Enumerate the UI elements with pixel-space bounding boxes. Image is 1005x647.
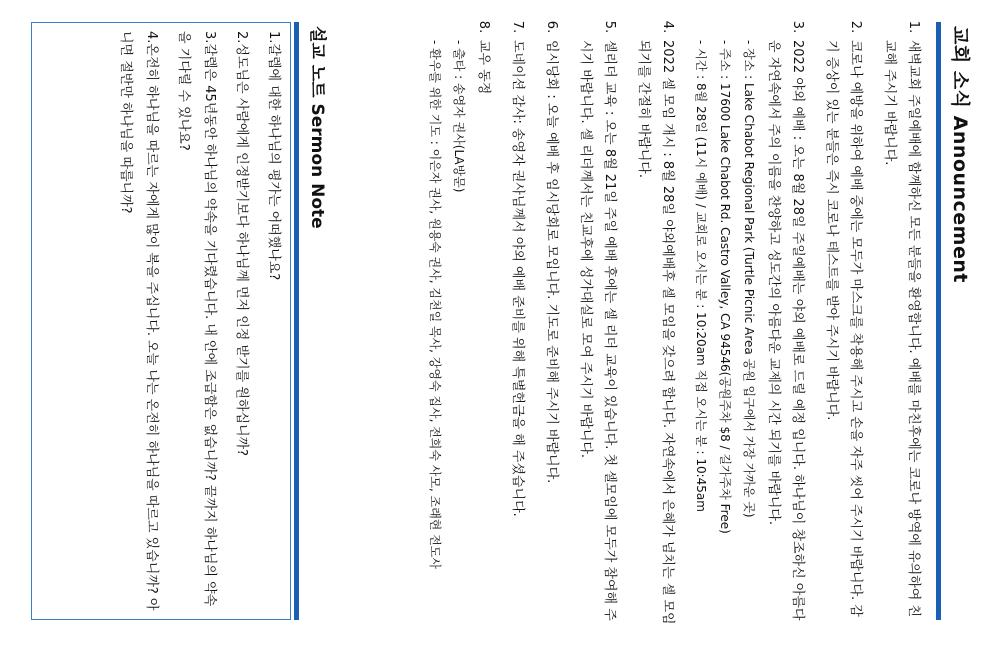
item-detail: - 시간 : 8월 28일 (11시 예배) / 교회로 오시는 분 : 10:20am 직접 오시는 분 : 10:45am — [694, 40, 708, 512]
item-number: 8. — [476, 20, 491, 34]
announcement-item — [573, 14, 621, 626]
item-detail: - 환우를 위한 기도 : 이은자 권사, 원용숙 권사, 김천일 목사, 강영숙 집사, 전희숙 사모, 조래현 전도사 — [428, 40, 442, 569]
item-text: 교우 동정 — [476, 40, 491, 95]
sermon-question: 3.갈렙은 45년동안 하나님의 약속을 기다렸습니다. 내 안에 조급함은 없습니까? 끝까지 하나님의 약속을 기다릴 수 있나요? — [176, 31, 217, 607]
announcement-item — [539, 14, 563, 626]
item-number: 4. — [660, 20, 675, 34]
item-detail: - 출타 : 송영자 권사(LA방문) — [452, 40, 466, 193]
item-text: 셀리더 교육 : 오는 8월 21일 주일 예배 후에는 셀 리더 교육이 있습니다. 첫 셀모임에 모두가 참여해 주시기 바랍니다. 셀 리더께서는 친교후에 성가대실로 모여 주시기 바랍니다. — [578, 40, 617, 621]
announcement-item — [631, 14, 679, 626]
announcement-header — [936, 22, 973, 622]
item-number: 2. — [848, 20, 863, 34]
announcement-item — [819, 14, 867, 626]
item-number: 7. — [510, 20, 525, 34]
announcement-list — [413, 14, 925, 626]
item-detail: - 주소 : 17600 Lake Chabot Rd. Castro Valley, CA 94546(공원주차 $8 / 길가주차 Free) — [718, 40, 732, 534]
title-divider — [294, 22, 299, 620]
item-text: 2022 야외 예배 : 오는 8월 28일 주일예배는 야외 예배로 드릴 예정 입니다. 하나님이 창조하신 아름다운 자연속에서 주의 이름을 찬양하고 성도간의 아름다운 교제의 시간 되기를 바랍니다. — [766, 40, 805, 621]
item-text: 임시당회 : 오늘 예배 후 임시당회로 모입니다. 기도로 준비해 주시기 바랍니다. — [544, 40, 559, 484]
item-number: 6. — [544, 20, 559, 34]
item-number: 5. — [602, 20, 617, 34]
item-text: 2022 셀 모임 개시 : 8월 28일 야외예배후 셀 모임을 갖으려 합니다. 자연속에서 은혜가 넘치는 셀 모임 되기를 간절히 바랍니다. — [636, 40, 675, 625]
item-number: 1. — [906, 20, 921, 34]
item-text: 코로나 예방을 위하여 예배 중에는 모두가 마스크를 착용해 주시고 손을 자주 씻어 주시기 바랍니다. 감기 증상이 있는 분들은 즉시 코로나 테스트를 받아 주시기 바랍니다. — [824, 40, 863, 617]
item-detail: - 장소 : Lake Chabot Regional Park (Turtle Picnic Area 공원 입구에서 가장 가까운 곳) — [742, 40, 756, 518]
item-number: 3. — [790, 20, 805, 34]
announcement-title: 교회 소식 Announcement — [949, 26, 971, 283]
announcement-item — [505, 14, 529, 626]
sermon-note-header — [294, 22, 329, 622]
item-text: 도네이션 감사: 송영자 권사님께서 야외 예배 준비를 위해 특별헌금을 해 주셨습니다. — [510, 40, 525, 517]
sermon-note-box — [31, 22, 291, 620]
title-divider — [936, 22, 941, 620]
sermon-note-title: 설교 노트 Sermon Note — [307, 26, 327, 229]
item-text: 새벽교회 주일예배에 함께하신 모든 분들을 환영합니다. 예배를 마친후에는 코로나 방역에 유의하여 친교해 주시기 바랍니다. — [882, 40, 921, 618]
announcement-item — [423, 14, 495, 626]
announcement-item — [877, 14, 925, 626]
sermon-question: 1.갈렙에 대한 하나님의 평가는 어떠했나요? — [266, 31, 281, 281]
sermon-question: 2.성도님은 사람에게 인정받기보다 하나님께 먼저 인정 받기를 원하십니까? — [234, 31, 249, 456]
announcement-item — [689, 14, 809, 626]
sermon-question: 4.온전히 하나님을 따르는 자에게 많이 복을 주십니다. 오늘 나는 온전히 하나님을 따르고 있습니까? 아니면 절반만 하나님을 따릅니까? — [118, 31, 159, 611]
